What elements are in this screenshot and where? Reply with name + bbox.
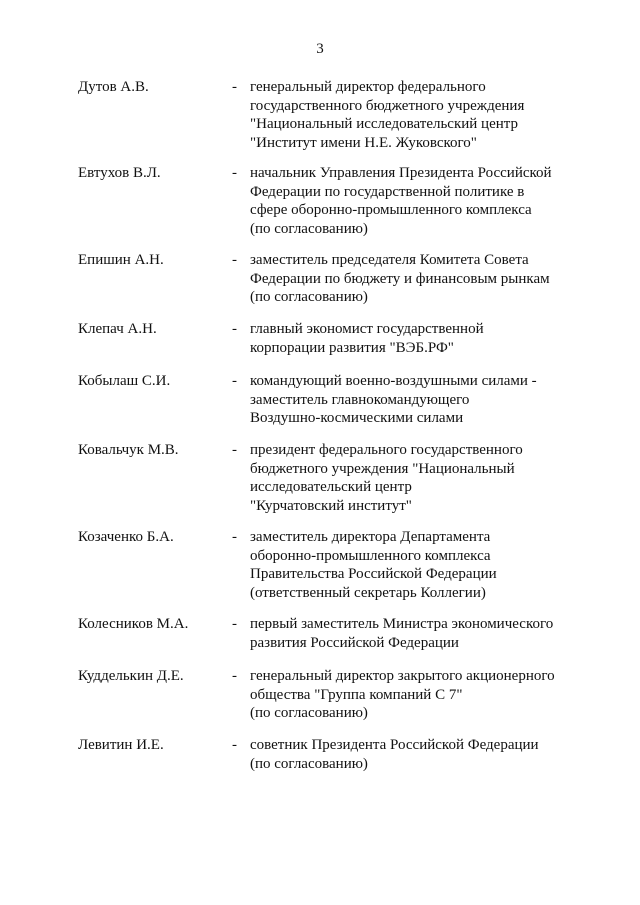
member-position — [250, 528, 590, 602]
position-line: генеральный директор федерального — [250, 79, 486, 95]
position-line: начальник Управления Президента Российской — [250, 165, 552, 181]
dash-separator: - — [232, 373, 237, 389]
member-name: Кудделькин Д.Е. — [78, 668, 184, 684]
dash-separator: - — [232, 737, 237, 753]
member-name: Ковальчук М.В. — [78, 442, 179, 458]
position-line: (ответственный секретарь Коллегии) — [250, 584, 486, 601]
position-line: (по согласованию) — [250, 220, 368, 237]
member-name: Левитин И.Е. — [78, 737, 164, 753]
member-position — [250, 736, 590, 773]
position-line: заместитель главнокомандующего — [250, 391, 470, 408]
position-line: "Национальный исследовательский центр — [250, 116, 519, 132]
member-name: Епишин А.Н. — [78, 252, 164, 268]
member-name: Колесников М.А. — [78, 616, 189, 632]
member-position — [250, 320, 590, 357]
position-line: государственного бюджетного учреждения — [250, 97, 525, 114]
position-line: Федерации по бюджету и финансовым рынкам — [250, 270, 550, 287]
member-position — [250, 615, 590, 652]
dash-separator: - — [232, 529, 237, 545]
position-line: оборонно-промышленного комплекса — [250, 547, 491, 564]
member-position — [250, 667, 590, 723]
position-line: бюджетного учреждения "Национальный — [250, 460, 515, 477]
member-position — [250, 372, 590, 428]
member-name: Дутов А.В. — [78, 79, 149, 95]
position-line: (по согласованию) — [250, 755, 368, 772]
page-number: 3 — [316, 41, 324, 57]
position-line: "Курчатовский институт" — [250, 497, 412, 514]
member-name: Клепач А.Н. — [78, 321, 157, 337]
dash-separator: - — [232, 668, 237, 684]
position-line: Воздушно-космическими силами — [250, 410, 464, 426]
position-line: "Институт имени Н.Е. Жуковского" — [250, 134, 477, 151]
position-line: советник Президента Российской Федерации — [250, 737, 539, 753]
position-line: заместитель председателя Комитета Совета — [250, 252, 529, 268]
position-line: президент федерального государственного — [250, 442, 523, 458]
position-line: Федерации по государственной политике в — [250, 183, 525, 200]
member-position — [250, 441, 590, 515]
member-position — [250, 251, 590, 307]
position-line: исследовательский центр — [250, 479, 412, 495]
position-line: развития Российской Федерации — [250, 634, 459, 651]
position-line: (по согласованию) — [250, 289, 368, 305]
member-name: Козаченко Б.А. — [78, 529, 174, 545]
position-line: Правительства Российской Федерации — [250, 566, 497, 582]
position-line: командующий военно-воздушными силами - — [250, 373, 537, 389]
position-line: корпорации развития "ВЭБ.РФ" — [250, 339, 454, 356]
dash-separator: - — [232, 165, 237, 181]
dash-separator: - — [232, 616, 237, 632]
position-line: (по согласованию) — [250, 705, 368, 721]
position-line: общества "Группа компаний С 7" — [250, 686, 463, 703]
dash-separator: - — [232, 321, 237, 337]
member-position — [250, 78, 590, 152]
position-line: заместитель директора Департамента — [250, 529, 491, 545]
position-line: сфере оборонно-промышленного комплекса — [250, 202, 532, 218]
member-name: Кобылаш С.И. — [78, 373, 171, 389]
position-line: генеральный директор закрытого акционерного — [250, 668, 555, 684]
position-line: главный экономист государственной — [250, 321, 484, 337]
dash-separator: - — [232, 442, 237, 458]
dash-separator: - — [232, 79, 237, 95]
dash-separator: - — [232, 252, 237, 268]
member-name: Евтухов В.Л. — [78, 165, 161, 181]
position-line: первый заместитель Министра экономического — [250, 616, 554, 632]
member-position — [250, 164, 590, 238]
